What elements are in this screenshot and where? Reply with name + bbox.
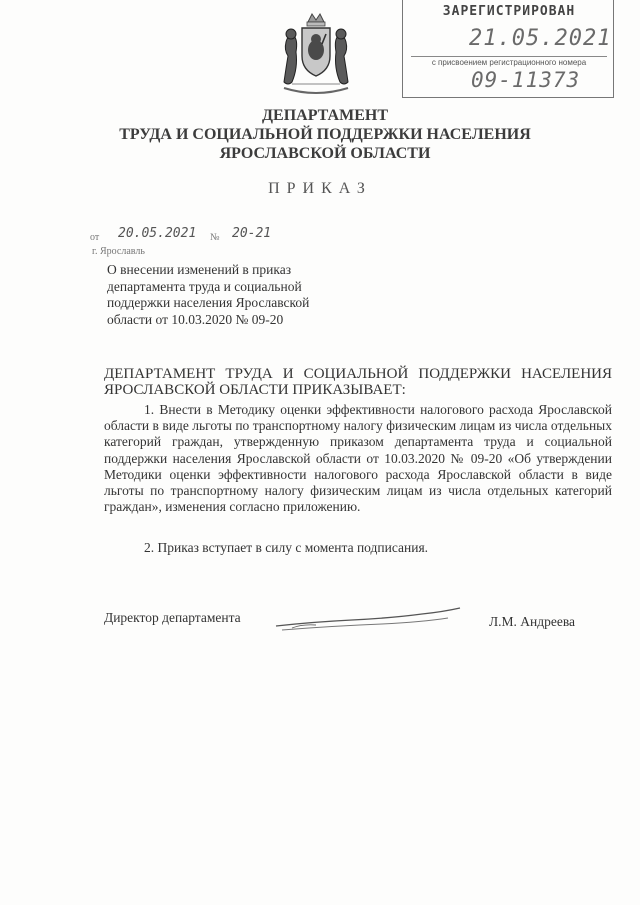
handwritten-signature: [272, 604, 468, 638]
order-subject: [107, 262, 347, 328]
number-label: №: [210, 232, 220, 243]
stamp-date: 21.05.2021: [469, 26, 612, 51]
order-number: 20-21: [232, 226, 272, 241]
order-item-2-text: 2. Приказ вступает в силу с момента подписания.: [144, 540, 429, 555]
order-date: 20.05.2021: [118, 226, 197, 241]
header-line-1: ДЕПАРТАМЕНТ: [262, 107, 388, 124]
registration-stamp: [402, 0, 614, 98]
order-item-2: [104, 540, 612, 556]
signatory-name: Л.М. Андреева: [489, 614, 576, 629]
city-label: г. Ярославль: [92, 246, 145, 257]
signatory-role: Директор департамента: [104, 610, 241, 625]
subject-line-3: поддержки населения Ярославской: [107, 295, 310, 310]
subject-line-1: О внесении изменений в приказ: [107, 262, 292, 277]
coat-of-arms-emblem: [278, 12, 354, 98]
stamp-note: с присвоением регистрационного номера: [411, 56, 607, 67]
department-header: [100, 106, 550, 163]
header-line-3: ЯРОСЛАВСКОЙ ОБЛАСТИ: [219, 145, 431, 162]
stamp-registration-number: 09-11373: [471, 68, 581, 92]
order-preamble: ДЕПАРТАМЕНТ ТРУДА И СОЦИАЛЬНОЙ ПОДДЕРЖКИ НАСЕЛЕНИЯ ЯРОСЛАВСКОЙ ОБЛАСТИ ПРИКАЗЫВАЕТ:: [104, 366, 612, 398]
order-item-1: [104, 402, 612, 515]
subject-line-4: области от 10.03.2020 № 09-20: [107, 311, 284, 327]
document-type-title: ПРИКАЗ: [268, 180, 372, 197]
order-item-1-text: 1. Внести в Методику оценки эффективности налогового расхода Ярославской области в виде льготы по транспортному налогу физическим лицам из числа отдельных категорий граждан, утвержденную приказом департамента труда и социальной поддержки населения Ярославской области от 10.03.2020 № 09-20 «Об утверждении Методики оценки эффективности налогового расхода Ярославской области в виде льготы по транспортному налогу физическим лицам из числа отдельных категорий граждан», изменения согласно приложению.: [104, 402, 612, 515]
header-line-2: ТРУДА И СОЦИАЛЬНОЙ ПОДДЕРЖКИ НАСЕЛЕНИЯ: [119, 126, 531, 143]
date-label: от: [90, 232, 100, 243]
order-date-number-row: [90, 226, 390, 248]
subject-line-2: департамента труда и социальной: [107, 278, 302, 294]
stamp-title: ЗАРЕГИСТРИРОВАН: [442, 4, 576, 19]
